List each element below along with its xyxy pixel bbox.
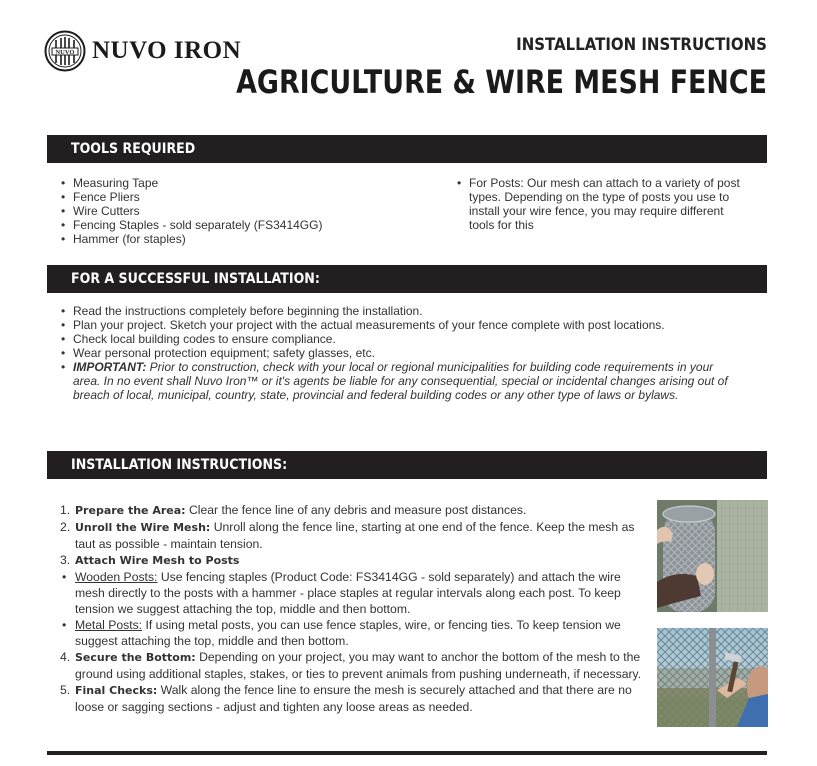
doc-title: AGRICULTURE & WIRE MESH FENCE — [236, 63, 767, 101]
install-steps — [60, 502, 646, 715]
step-item: 5. Final Checks: Walk along the fence line to ensure the mesh is securely attached and that there are no loose or sagging sections - adjust and tighten any loose areas as needed. — [60, 683, 632, 714]
doc-subtitle: INSTALLATION INSTRUCTIONS — [516, 35, 767, 55]
step-item: 4. Secure the Bottom: Depending on your project, you may want to anchor the bottom of the mesh to the ground using additional staples, stakes, or ties to prevent animals from pushing underneath, if necessary. — [60, 650, 642, 681]
bottom-rule — [47, 751, 767, 755]
step-title: Attach Wire Mesh to Posts — [75, 554, 240, 567]
important-note — [61, 360, 741, 402]
brand-name: NUVO IRON — [92, 37, 242, 64]
list-item: • Hammer (for staples) — [61, 232, 381, 246]
list-item: • Fence Pliers — [61, 190, 381, 204]
step-title: Unroll the Wire Mesh: — [75, 521, 211, 534]
success-heading: FOR A SUCCESSFUL INSTALLATION: — [71, 271, 320, 287]
install-heading: INSTALLATION INSTRUCTIONS: — [71, 457, 288, 473]
step-item: 2. Unroll the Wire Mesh: Unroll along the fence line, starting at one end of the fence. Keep the mesh as taut as possible - maintain tension. — [60, 520, 635, 551]
step-title: Final Checks: — [75, 684, 158, 697]
list-item: • Read the instructions completely before beginning the installation. — [61, 304, 741, 318]
success-list — [61, 304, 741, 402]
step-subtitle: Wooden Posts: — [75, 570, 158, 584]
unrolling-mesh-photo — [657, 500, 768, 612]
list-item: • Fencing Staples - sold separately (FS3414GG) — [61, 218, 381, 232]
success-section-header — [47, 265, 767, 293]
step-subitem: • Metal Posts: If using metal posts, you can use fence staples, wire, or fencing ties. To keep tension we suggest attaching the top, middle and then bottom. — [62, 618, 621, 648]
list-item: • Wire Cutters — [61, 204, 381, 218]
step-subtitle: Metal Posts: — [75, 618, 143, 632]
list-item: • Check local building codes to ensure compliance. — [61, 332, 741, 346]
tools-posts-note — [457, 176, 747, 232]
install-section-header — [47, 451, 767, 479]
tools-section-header — [47, 135, 767, 163]
step-title: Secure the Bottom: — [75, 651, 196, 664]
list-item: • For Posts: Our mesh can attach to a variety of post types. Depending on the type of posts you use to install your wire fence, you may require different tools for this — [457, 176, 747, 232]
important-text: Prior to construction, check with your local or regional municipalities for building code requirements in your area. In no event shall Nuvo Iron™ or it's agents be liable for any consequential, special or incidental changes arising out of breach of local, municipal, country, state, provincial and federal building codes or any other type of laws or bylaws. — [73, 360, 728, 402]
tools-list — [61, 176, 381, 246]
list-item: • Plan your project. Sketch your project with the actual measurements of your fence complete with post locations. — [61, 318, 741, 332]
brand-logo — [44, 30, 241, 72]
svg-text:NUVO: NUVO — [55, 49, 75, 56]
step-subitem: • Wooden Posts: Use fencing staples (Product Code: FS3414GG - sold separately) and attach the wire mesh directly to the posts with a hammer - place staples at regular intervals along each post. To keep tension we suggest attaching the top, middle and then bottom. — [62, 570, 621, 616]
important-label: IMPORTANT: — [73, 360, 147, 374]
list-item: • Wear personal protection equipment; safety glasses, etc. — [61, 346, 741, 360]
step-item: 1. Prepare the Area: Clear the fence line of any debris and measure post distances. — [60, 503, 527, 517]
step-title: Prepare the Area: — [75, 504, 186, 517]
tools-heading: TOOLS REQUIRED — [71, 141, 196, 157]
step-item: 3. Attach Wire Mesh to Posts — [60, 553, 240, 567]
nuvo-seal-icon — [44, 30, 86, 72]
list-item: • Measuring Tape — [61, 176, 381, 190]
hammering-staples-photo — [657, 628, 768, 727]
